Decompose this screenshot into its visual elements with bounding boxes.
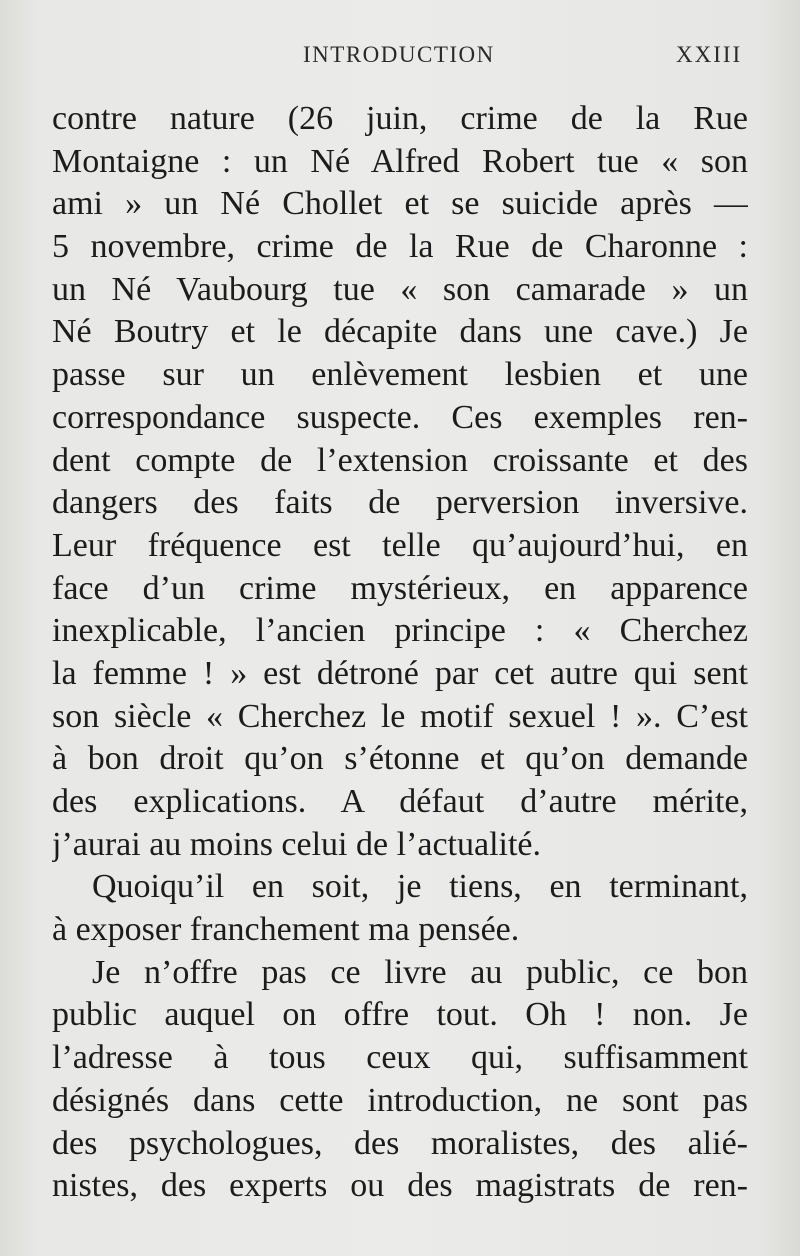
- text-line: des psychologues, des moralistes, des alié-: [52, 1124, 748, 1162]
- text-line: ami » un Né Chollet et se suicide après —: [52, 185, 748, 223]
- text-line: l’adresse à tous ceux qui, suffisamment: [52, 1039, 748, 1077]
- body-text: [52, 98, 748, 1208]
- text-line: Je n’offre pas ce livre au public, ce bon: [92, 953, 748, 991]
- text-line: Montaigne : un Né Alfred Robert tue « son: [52, 142, 748, 180]
- text-line: passe sur un enlèvement lesbien et une: [52, 356, 748, 394]
- text-line: Leur fréquence est telle qu’aujourd’hui, en: [52, 526, 748, 564]
- text-line: correspondance suspecte. Ces exemples ren-: [52, 398, 748, 436]
- page-header: [0, 42, 800, 74]
- running-title: INTRODUCTION: [303, 42, 495, 67]
- text-line: son siècle « Cherchez le motif sexuel ! ». C’est: [52, 697, 748, 735]
- text-line: à exposer franchement ma pensée.: [52, 911, 520, 949]
- text-line: dent compte de l’extension croissante et des: [52, 441, 748, 479]
- text-line: la femme ! » est détroné par cet autre qui sent: [52, 654, 748, 692]
- text-line: j’aurai au moins celui de l’actualité.: [52, 825, 542, 863]
- text-line: nistes, des experts ou des magistrats de ren-: [52, 1167, 748, 1205]
- text-line: à bon droit qu’on s’étonne et qu’on demande: [52, 740, 748, 778]
- text-line: face d’un crime mystérieux, en apparence: [52, 569, 748, 607]
- text-line: inexplicable, l’ancien principe : « Cherchez: [52, 612, 748, 650]
- text-line: dangers des faits de perversion inversive.: [52, 484, 748, 522]
- text-line: Quoiqu’il en soit, je tiens, en terminant,: [92, 868, 748, 906]
- text-line: 5 novembre, crime de la Rue de Charonne :: [52, 228, 748, 266]
- text-line: Né Boutry et le décapite dans une cave.) Je: [52, 313, 748, 351]
- text-line: des explications. A défaut d’autre mérite,: [52, 783, 748, 820]
- text-line: un Né Vaubourg tue « son camarade » un: [52, 270, 748, 308]
- text-line: désignés dans cette introduction, ne sont pas: [52, 1081, 748, 1119]
- text-line: public auquel on offre tout. Oh ! non. Je: [52, 996, 748, 1034]
- text-line: contre nature (26 juin, crime de la Rue: [52, 100, 748, 137]
- page-number: XXIII: [676, 42, 743, 67]
